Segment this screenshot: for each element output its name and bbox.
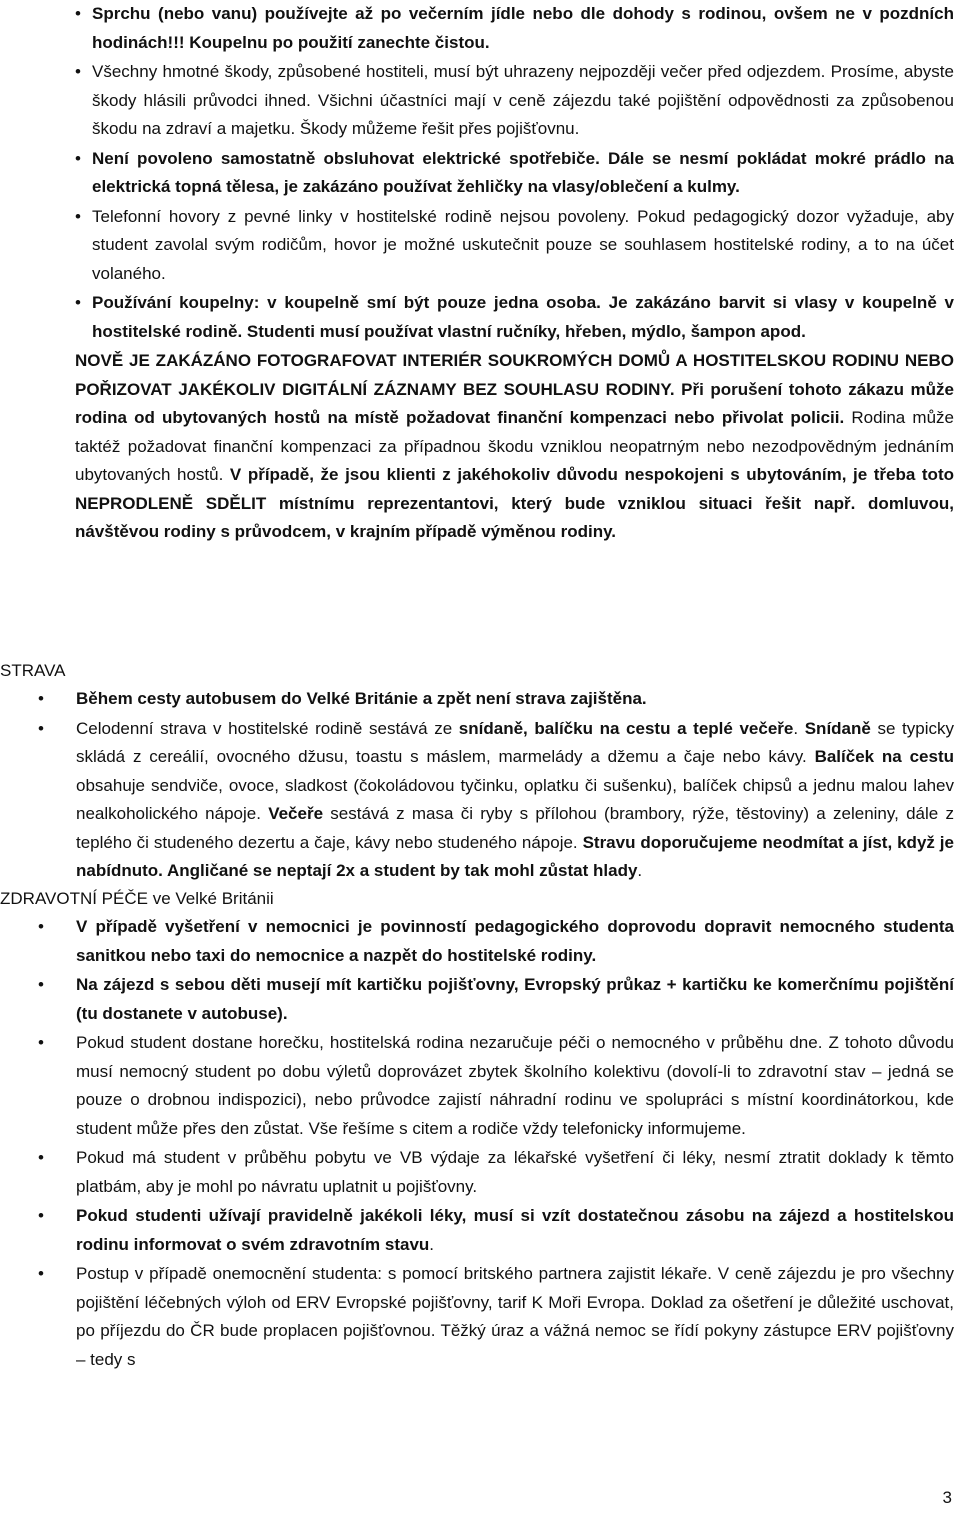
text-run: . (793, 718, 805, 738)
list-item-text (76, 917, 954, 965)
list-item-text (75, 58, 954, 144)
text-run: . (637, 861, 643, 880)
list-item-text (76, 689, 647, 708)
text-run: snídaně, balíčku na cestu a teplé večeře (458, 718, 794, 738)
bullet-icon: • (38, 975, 44, 994)
list-item (0, 58, 960, 144)
list-item (0, 971, 960, 1028)
text-run: Není povoleno samostatně obsluhovat elektrické spotřebiče. Dále se nesmí pokládat mokré prádlo na elektrická topná tělesa, je zakázáno používat žehličky na vlasy/oblečení a kulmy. (92, 148, 954, 196)
text-run: Sprchu (nebo vanu) používejte až po večerním jídle nebo dle dohody s rodinou, ovšem ne v pozdních hodinách!!! Koupelnu po použití zanechte čistou. (92, 4, 954, 52)
list-item (0, 1144, 960, 1201)
text-run: Telefonní hovory z pevné linky v hostitelské rodině nejsou povoleny. (92, 206, 638, 226)
text-run: Stravu doporučujeme neodmítat a jíst, když je nabídnuto. Angličané se neptají 2x a student by tak mohl zůstat hlady (76, 832, 954, 880)
list-item (0, 685, 960, 714)
text-run: NOVĚ JE ZAKÁZÁNO FOTOGRAFOVAT INTERIÉR SOUKROMÝCH DOMŮ A HOSTITELSKOU RODINU NEBO POŘIZOVAT JAKÉKOLIV DIGITÁLNÍ ZÁZNAMY BEZ SOUHLASU RODINY. Při porušení tohoto zákazu může rodina od ubytovaných hostů na místě požadovat finanční kompenzaci nebo přivolat policii. (75, 351, 954, 427)
bullet-icon: • (38, 718, 44, 738)
list-item-text (76, 719, 954, 881)
list-item-text (75, 289, 954, 346)
list-item-text (76, 1264, 954, 1369)
bullet-icon: • (38, 1264, 44, 1283)
bullet-icon: • (38, 1033, 44, 1052)
text-run: Pokud student dostane horečku, hostitelská rodina nezaručuje péči o nemocného v průběhu dne. Z tohoto důvodu musí nemocný student po dobu výletů doprovázet zbytek školního kolektivu (dovolí-li to zdravotní stav – jedná se pouze o drobnou indispozici), nebo průvodce zajistí náhradní rodinu ve spolupráci s místní koordinátorkou, kde student může přes den zůstat. Vše řešíme s citem a rodiče vždy telefonicky informujeme. (76, 1033, 954, 1138)
text-run: Večeře (268, 804, 324, 823)
text-run: . (429, 1234, 435, 1254)
text-run: Pokud má student v průběhu pobytu ve VB výdaje za lékařské vyšetření či léky, nesmí ztratit doklady k těmto platbám, aby je mohl po návratu uplatnit u pojišťovny. (76, 1148, 954, 1196)
bullet-icon: • (38, 1206, 44, 1225)
list-item-text (76, 975, 954, 1023)
bullet-icon: • (38, 689, 44, 708)
text-run: sestává z masa či ryby s přílohou (brambory, rýže, těstoviny) a zeleniny, dále z teplého či studeného dezertu a čaje, kávy nebo studeného nápoje. (76, 804, 954, 852)
rules-section (0, 0, 960, 547)
text-run: obsahuje sendviče, ovoce, sladkost (čokoládovou tyčinku, oplatku či sušenku), balíček chipsů a jednu malou lahev nealkoholického nápoje. (76, 775, 954, 823)
bullet-icon: • (75, 206, 81, 226)
list-item-text (76, 1206, 954, 1254)
text-run: Rodina může taktéž požadovat finanční kompenzaci za případnou škodu vzniklou neopatrným nebo nezodpovědným jednáním ubytovaných hostů. (75, 408, 954, 484)
list-item-text (76, 1033, 954, 1138)
bullet-icon: • (75, 4, 81, 23)
bullet-icon: • (75, 62, 81, 81)
text-run: Používání koupelny: v koupelně smí být pouze jedna osoba. Je zakázáno barvit si vlasy v koupelně v hostitelské rodině. Studenti musí používat vlastní ručníky, hřeben, mýdlo, šampon apod. (92, 293, 954, 341)
text-run: V případě vyšetření v nemocnici je povinností pedagogického doprovodu dopravit nemocného studenta sanitkou nebo taxi do nemocnice a nazpět do hostitelské rodiny. (76, 917, 954, 965)
text-run: Snídaně (804, 718, 871, 738)
list-item (0, 145, 960, 202)
section-heading: STRAVA (0, 661, 66, 680)
list-item-text (75, 0, 954, 57)
bullet-icon: • (75, 148, 81, 168)
food-section (0, 657, 960, 887)
list-item-text (75, 203, 954, 289)
text-run: Balíček na cestu (814, 747, 954, 766)
text-run: Postup v případě onemocnění studenta: s pomocí britského partnera zajistit lékaře. V ceně zájezdu je pro všechny pojištění léčebných výloh od ERV Evropské pojišťovny, tarif K Moři Evropa. Doklad za ošetření je důležité uschovat, po příjezdu do ČR bude proplacen pojišťovnou. Těžký úraz a vážná nemoc se řídí pokyny zástupce ERV pojišťovny – tedy s (76, 1264, 954, 1369)
list-item-text (75, 145, 954, 202)
list-item (0, 203, 960, 289)
bullet-icon: • (75, 293, 81, 312)
text-run: Během cesty autobusem do Velké Británie a zpět není strava zajištěna. (76, 689, 647, 708)
page-number: 3 (942, 1488, 952, 1507)
list-item (0, 0, 960, 57)
list-item (0, 1202, 960, 1259)
health-section (0, 885, 960, 1375)
list-item (0, 1260, 960, 1374)
text-run: se typicky skládá z cereálií, ovocného džusu, toastu s máslem, marmelády a džemu a čaje nebo kávy. (76, 718, 955, 766)
text-run: Pokud studenti užívají pravidelně jakékoli léky, musí si vzít dostatečnou zásobu na zájezd a hostitelskou rodinu informovat o svém zdravotním stavu (76, 1206, 954, 1254)
bullet-icon: • (38, 1148, 44, 1167)
list-item (0, 715, 960, 886)
list-item (0, 1029, 960, 1143)
text-run: Pokud pedagogický dozor vyžaduje, aby student zavolal svým rodičům, hovor je možné uskutečnit pouze se souhlasem hostitelské rodiny, a to na účet volaného. (92, 206, 954, 283)
list-item (0, 913, 960, 970)
text-run: Celodenní strava v hostitelské rodině sestává ze (76, 718, 459, 738)
photo-ban-paragraph (0, 347, 960, 547)
list-item-text (76, 1148, 954, 1196)
list-item (0, 289, 960, 346)
text-run: Na zájezd s sebou děti musejí mít kartičku pojišťovny, Evropský průkaz + kartičku ke komerčnímu pojištění (tu dostanete v autobuse). (76, 975, 954, 1023)
text-run: Všechny hmotné škody, způsobené hostiteli, musí být uhrazeny nejpozději večer před odjezdem. Prosíme, abyste škody hlásili průvodci ihned. Všichni účastníci mají v ceně zájezdu také pojištění odpovědnosti za způsobenou škodu na zdraví a majetku. Škody můžeme řešit přes pojišťovnu. (92, 62, 954, 138)
text-run: V případě, že jsou klienti z jakéhokoliv důvodu nespokojeni s ubytováním, je třeba toto NEPRODLENĚ SDĚLIT místnímu reprezentantovi, který bude vzniklou situaci řešit např. domluvou, návštěvou rodiny s průvodcem, v krajním případě výměnou rodiny. (75, 465, 954, 541)
bullet-icon: • (38, 917, 44, 936)
section-heading: ZDRAVOTNÍ PÉČE ve Velké Británii (0, 889, 274, 908)
